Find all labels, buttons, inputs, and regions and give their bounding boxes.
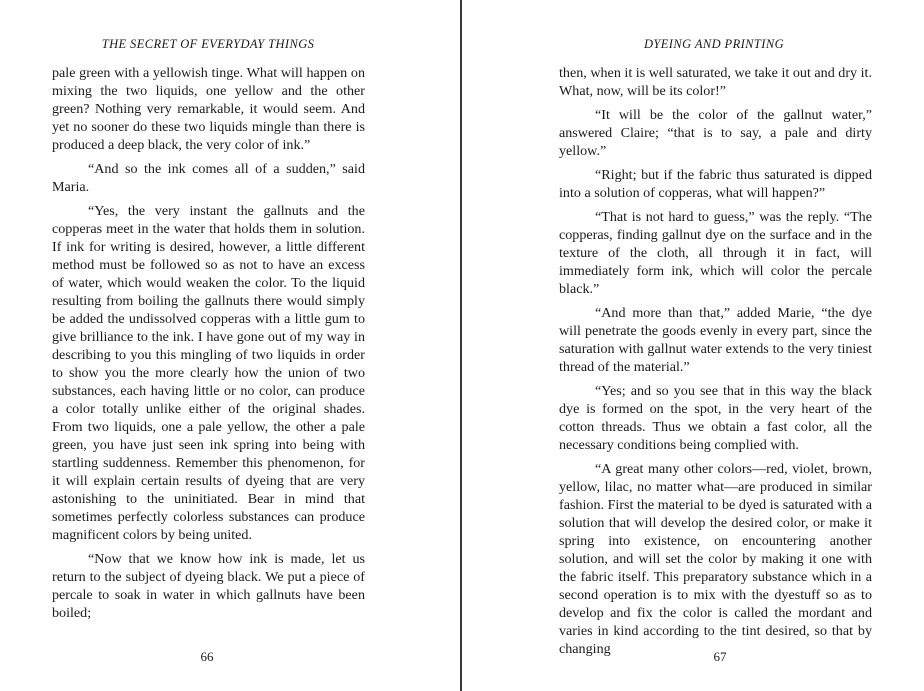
left-running-head: THE SECRET OF EVERYDAY THINGS [101,37,315,51]
paragraph: then, when it is well saturated, we take it out and dry it. What, now, will be its color!” [559,65,872,99]
paragraph: “A great many other colors—red, violet, brown, yellow, lilac, no matter what—are produced in similar fashion. First the material to be dyed is saturated with a solution that will develop the desired color, or make it spring into existence, on encountering another solution, and will set the color by making it one with the fabric itself. This preparatory substance which in a second operation is to mix with the dyestuff so as to develop and fix the color is called the mordant and varies in kind according to the tint desired, so that by changing [559,461,872,657]
paragraph: “That is not hard to guess,” was the reply. “The copperas, finding gallnut dye on the surface and in the texture of the cloth, all through it in fact, will immediately form ink, which will color the percale black.” [559,209,872,297]
right-page-number: 67 [713,649,727,664]
book-spine-divider [460,0,462,691]
paragraph: pale green with a yellowish tinge. What will happen on mixing the two liquids, one yellow and the other green? Nothing very remarkable, it would seem. And yet no sooner do these two liquids mingle than there is produced a deep black, the very color of ink.” [52,65,365,153]
paragraph: “Yes, the very instant the gallnuts and the copperas meet in the water that holds them in solution. If ink for writing is desired, however, a little different method must be followed so as not to have an excess of water, which would weaken the color. To the liquid resulting from boiling the gallnuts there would simply be added the undissolved copperas with a little gum to give brilliance to the ink. I have gone out of my way in describing to you this mingling of two liquids in order to show you the more clearly how the union of two substances, each having little or no color, can produce a color totally unlike either of the original shades. From two liquids, one a pale yellow, the other a pale green, you have just seen ink spring into being with startling suddenness. Remember this phenomenon, for it will explain certain results of dyeing that are very astonishing to the uninitiated. Bear in mind that sometimes perfectly colorless substances can produce magnificent colors by being united. [52,203,365,543]
right-text-block [559,64,872,658]
paragraph: “Yes; and so you see that in this way the black dye is formed on the spot, in the very heart of the cotton threads. Thus we obtain a fast color, all the necessary conditions being complied with. [559,383,872,453]
paragraph: “And more than that,” added Marie, “the dye will penetrate the goods evenly in every part, since the saturation with gallnut water extends to the very tiniest thread of the material.” [559,305,872,375]
left-text-block [52,64,365,622]
paragraph: “And so the ink comes all of a sudden,” said Maria. [52,161,365,195]
left-page [0,0,460,691]
right-running-head: DYEING AND PRINTING [643,37,785,51]
paragraph: “It will be the color of the gallnut water,” answered Claire; “that is to say, a pale and dirty yellow.” [559,107,872,159]
paragraph: “Now that we know how ink is made, let us return to the subject of dyeing black. We put a piece of percale to soak in water in which gallnuts have been boiled; [52,551,365,621]
left-page-number: 66 [200,649,214,664]
right-page [463,0,924,691]
paragraph: “Right; but if the fabric thus saturated is dipped into a solution of copperas, what will happen?” [559,167,872,201]
